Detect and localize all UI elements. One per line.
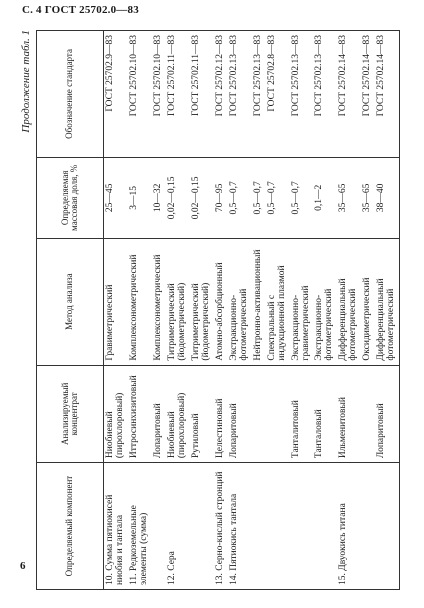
- cell-concentrate: Танталовый: [313, 365, 337, 463]
- cell-method: Дифференциальный фотометрический: [337, 238, 361, 365]
- cell-component: [375, 463, 399, 590]
- cell-component: [313, 463, 337, 590]
- table-row: [166, 31, 190, 590]
- cell-component: 10. Сумма пятиокисей ниобия и тантала: [104, 463, 128, 590]
- cell-method: Гравиметрический: [104, 238, 128, 365]
- cell-standard: ГОСТ 25702.13—83: [252, 31, 266, 158]
- cell-range: 3—15: [128, 157, 152, 238]
- column-header-concentrate: Анализируемый концентрат: [37, 365, 104, 463]
- cell-range: 38—40: [375, 157, 399, 238]
- cell-concentrate: Целестиновый: [214, 365, 228, 463]
- cell-range: 35—65: [337, 157, 361, 238]
- cell-standard: ГОСТ 25702.12—83: [214, 31, 228, 158]
- table-row: [266, 31, 290, 590]
- cell-method: Атомно-абсорбционный: [214, 238, 228, 365]
- cell-component: [361, 463, 375, 590]
- table-continuation-label: Продолжение табл. 1: [20, 30, 32, 133]
- table-row: [214, 31, 228, 590]
- cell-range: 10—32: [152, 157, 166, 238]
- cell-range: 70—95: [214, 157, 228, 238]
- cell-range: 25—45: [104, 157, 128, 238]
- column-header-component: Определяемый компонент: [37, 463, 104, 590]
- methods-table: [36, 30, 400, 590]
- table-row: [375, 31, 399, 590]
- cell-component: [190, 463, 214, 590]
- cell-range: 0,1—2: [313, 157, 337, 238]
- cell-concentrate: [266, 365, 290, 463]
- cell-range: 0,5—0,7: [290, 157, 314, 238]
- cell-component: 12. Сера: [166, 463, 190, 590]
- page-header: С. 4 ГОСТ 25702.0—83: [22, 4, 139, 16]
- cell-method: Экстракционно-гравиметрический: [290, 238, 314, 365]
- table-row: [228, 31, 252, 590]
- cell-method: Нейтронно-активационный: [252, 238, 266, 365]
- cell-standard: ГОСТ 25702.13—83: [290, 31, 314, 158]
- cell-concentrate: [361, 365, 375, 463]
- cell-standard: ГОСТ 25702.14—83: [361, 31, 375, 158]
- table-row: [337, 31, 361, 590]
- cell-method: Дифференциальный фотометрический: [375, 238, 399, 365]
- cell-component: [266, 463, 290, 590]
- cell-component: 13. Серно-кислый стронций: [214, 463, 228, 590]
- cell-standard: ГОСТ 25702.13—83: [228, 31, 252, 158]
- cell-component: [252, 463, 266, 590]
- table-row: [361, 31, 375, 590]
- cell-range: 0,02—0,15: [190, 157, 214, 238]
- column-header-method: Метод анализа: [37, 238, 104, 365]
- cell-standard: ГОСТ 25702.14—83: [337, 31, 361, 158]
- cell-standard: ГОСТ 25702.10—83: [152, 31, 166, 158]
- cell-component: [152, 463, 166, 590]
- cell-range: 0,5—0,7: [266, 157, 290, 238]
- cell-range: 0,02—0,15: [166, 157, 190, 238]
- page-number: 6: [20, 560, 26, 572]
- cell-component: [290, 463, 314, 590]
- cell-concentrate: Лопаритовый: [228, 365, 252, 463]
- table-row: [290, 31, 314, 590]
- cell-range: 0,5—0,7: [252, 157, 266, 238]
- cell-concentrate: Ниобиевый (пирохлоровый): [104, 365, 128, 463]
- table-row: [152, 31, 166, 590]
- cell-standard: ГОСТ 25702.10—83: [128, 31, 152, 158]
- cell-method: Экстракционно-фотометрический: [228, 238, 252, 365]
- cell-method: Спектральный с индукционной плазмой: [266, 238, 290, 365]
- table-row: [128, 31, 152, 590]
- cell-standard: ГОСТ 25702.11—83: [190, 31, 214, 158]
- cell-concentrate: Рутиловый: [190, 365, 214, 463]
- table-row: [190, 31, 214, 590]
- cell-concentrate: Танталитовый: [290, 365, 314, 463]
- cell-concentrate: Ниобиевый (пирохлоровый): [166, 365, 190, 463]
- cell-component: 14. Пятиокись тантала: [228, 463, 252, 590]
- cell-standard: ГОСТ 25702.9—83: [104, 31, 128, 158]
- cell-concentrate: Лопаритовый: [375, 365, 399, 463]
- cell-component: 11. Редкоземельные элементы (сумма): [128, 463, 152, 590]
- cell-concentrate: Иттросинхизитовый: [128, 365, 152, 463]
- cell-standard: ГОСТ 25702.13—83: [313, 31, 337, 158]
- cell-method: Комплексонометрический: [152, 238, 166, 365]
- table-row: [313, 31, 337, 590]
- cell-standard: ГОСТ 25702.14—83: [375, 31, 399, 158]
- cell-method: Титриметрический (йодометрический): [166, 238, 190, 365]
- cell-method: Комплексонометрический: [128, 238, 152, 365]
- rotated-table-area: [20, 30, 400, 590]
- table-row: [252, 31, 266, 590]
- cell-concentrate: Лопаритовый: [152, 365, 166, 463]
- cell-component: 15. Двуокись титана: [337, 463, 361, 590]
- cell-method: Титриметрический (йодометрический): [190, 238, 214, 365]
- column-header-standard: Обозначение стандарта: [37, 31, 104, 158]
- table-header-row: [37, 31, 104, 590]
- cell-concentrate: Ильменитовый: [337, 365, 361, 463]
- cell-method: Экстракционно-фотометрический: [313, 238, 337, 365]
- cell-range: 0,5—0,7: [228, 157, 252, 238]
- cell-concentrate: [252, 365, 266, 463]
- table-row: [104, 31, 128, 590]
- column-header-range: Определяемая массовая доля, %: [37, 157, 104, 238]
- cell-method: Оксидиметрический: [361, 238, 375, 365]
- cell-range: 35—65: [361, 157, 375, 238]
- cell-standard: ГОСТ 25702.11—83: [166, 31, 190, 158]
- cell-standard: ГОСТ 25702.8—83: [266, 31, 290, 158]
